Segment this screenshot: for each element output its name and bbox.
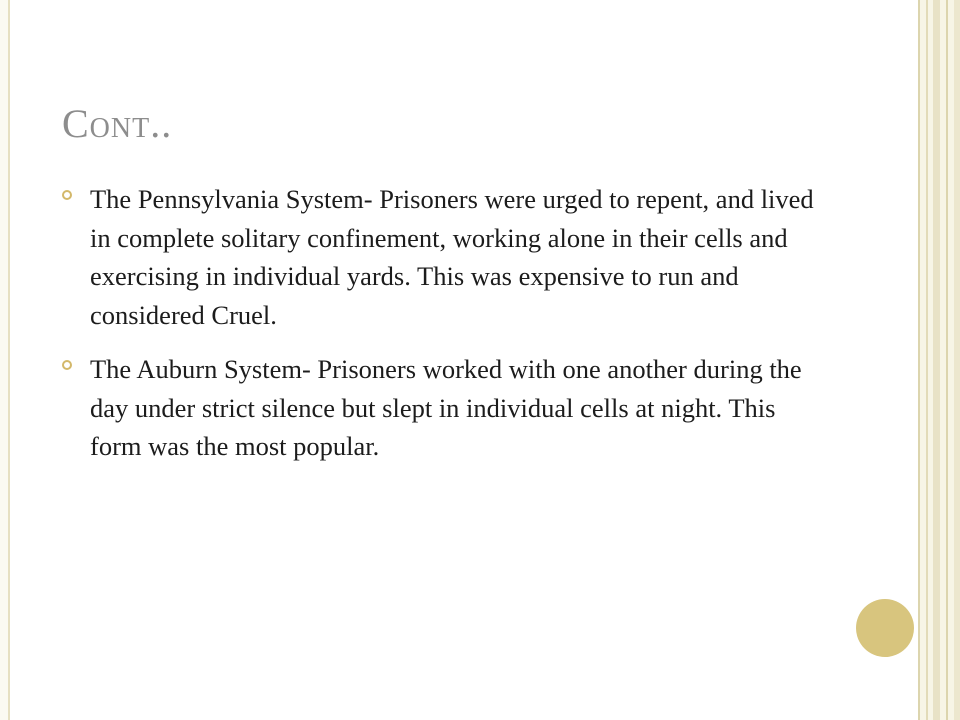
- right-stripe-decoration: [918, 0, 960, 720]
- circle-bullet-icon: [62, 360, 72, 370]
- slide-title: Cont..: [62, 101, 173, 146]
- stripe-line: [918, 0, 920, 720]
- bullet-item: [62, 180, 822, 334]
- accent-circle-decoration: [856, 599, 914, 657]
- stripe-line: [946, 0, 948, 720]
- bullet-text: The Pennsylvania System- Prisoners were urged to repent, and lived in complete solitary confinement, working alone in their cells and exercising in individual yards. This was expensive to run and considered Cruel.: [90, 184, 814, 330]
- left-border-decoration: [0, 0, 10, 720]
- bullet-text: The Auburn System- Prisoners worked with one another during the day under strict silence but slept in individual cells at night. This form was the most popular.: [90, 354, 802, 461]
- stripe-line: [933, 0, 940, 720]
- stripe-line: [954, 0, 960, 720]
- stripe-line: [926, 0, 928, 720]
- circle-bullet-icon: [62, 190, 72, 200]
- bullet-item: [62, 350, 822, 466]
- bullet-list: [62, 180, 822, 482]
